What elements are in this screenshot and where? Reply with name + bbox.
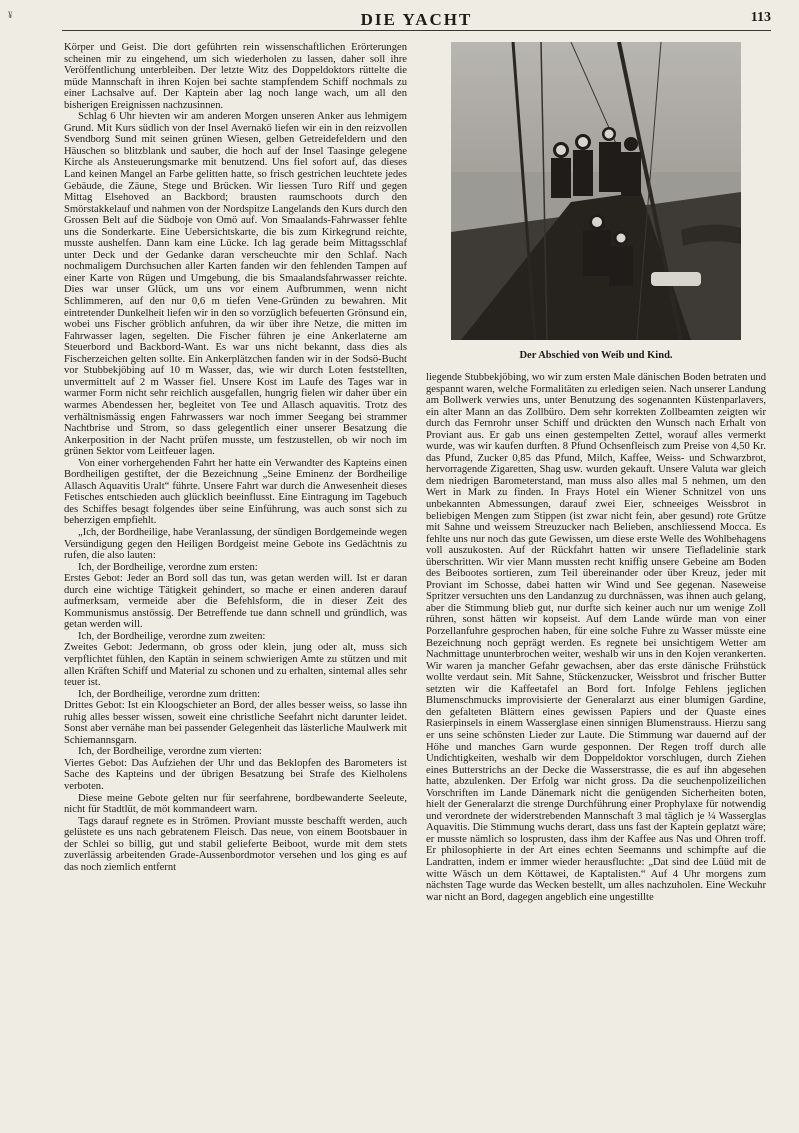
running-title: DIE YACHT bbox=[360, 10, 473, 29]
page-number: 113 bbox=[750, 10, 771, 25]
decree-line: Ich, der Bordheilige, verordne zum vierten: bbox=[78, 746, 262, 758]
commandment: Zweites Gebot: Jedermann, ob gross oder klein, jung oder alt, muss sich verpflichtet fühlen, den Kaptän in seinem schwierigen Amte zu stützen und mit allen Kräften Schiff und Material zu schonen und zu erhalten, sintemal alles sehr teuer ist. bbox=[64, 642, 407, 689]
paragraph: Tags darauf regnete es in Strömen. Proviant musste beschafft werden, auch gelüstete es uns nach gebratenem Fleisch. Das neue, von einem Bootsbauer in der Schlei so billig, gut und stabil gelieferte Beiboot, wurde mit dem stets zuverlässig arbeitenden Grade-Aussenbordmotor versehen und los ging es auf das noch ziemlich entfernt bbox=[64, 815, 407, 873]
commandment: Drittes Gebot: Ist ein Kloogschieter an Bord, der alles besser weiss, so lasse ihn ruhig alles besser wissen, soweit eine christliche Seefahrt nicht darunter leidet. Sonst aber vernähe man bei passender Gelegenheit das lästerliche Maulwerk mit Schiemannsgarn. bbox=[64, 700, 407, 746]
decree-line: Ich, der Bordheilige, verordne zum ersten: bbox=[78, 561, 258, 573]
paragraph: Von einer vorhergehenden Fahrt her hatte ein Verwandter des Kapteins einen Bordheiligen gestiftet, der die Bezeichnung „Seine Eminenz der Bordheilige Allasch Aquavitis Uralt“ führte. Unsere Fahrt war durch die Anwesenheit dieses Fetisches entschieden auch glücklich beeinflusst. Eine Eintragung im Tagebuch des Schiffes besagt folgendes über seine Einführung, was auch sonst sich zu beherzigen empfiehlt. bbox=[64, 457, 407, 527]
paragraph: liegende Stubbekjöbing, wo wir zum ersten Male dänischen Boden betraten und gespannt waren, welche Formalitäten zu erledigen seien. Nach unserer Landung am Bollwerk verwies uns, unter Benutzung des sogenannten Küstenparlavers, ein alter Mann an das Zollbüro. Dem sehr korrekten Zollbeamten zeigten wir durch das Fernrohr unser Schiff und drückten den Wunsch nach Erhalt von Proviant aus. Er gab uns einen gestempelten Zettel, worauf alles vermerkt wurde, was wir kaufen durften. 8 Pfund Ochsenfleisch zum Preise von 4,50 Kr. das Pfund, Zucker 0,85 das Pfund, Milch, Kaffee, Weiss- und Schwarzbrot, hervorragende Zigaretten, Shag usw. wurden gekauft. Unsere Valuta war gleich dem niedrigen Barometerstand, man muss also alles mal 5 nehmen, um den Wert in Mark zu finden. In Frays Hotel ein Wiener Schnitzel von uns unbekannten Abmessungen, darauf zwei Eier, schneeiges Weissbrot in beliebigen Mengen zum Stippen (ist zwar nicht fein, aber gesund) rote Grütze mit Sahne und weissem Streuzucker nach Belieben, anschliessend Mocca. Es fehlte uns nur noch das gute Gewissen, um diese erste Welle des Wohlbehagens voll auszukosten. Auf der Rückfahrt hatten wir unsere Tiefladelinie stark überschritten. Wir vier Mann mussten recht kniffig unsere Gebeine am Boden des Beibootes sortieren, zum Teil übereinander oder über Kreuz, jeder mit Proviant im Schosse, dabei hatten wir Wind und See gegenan. Naseweise Spritzer versuchten uns den Landanzug zu durchnässen, was ihnen auch gelang, aber die Stimmung blieb gut, nur durfte sich keiner auch nur um wenige Zoll rühren, sonst hätten wir kopseist. Auf dem Lande würde man von einer Porzellanfuhre gesprochen haben, für eine solche Fuhre zu Wasser müsste eine Bezeichnung noch geprägt werden. Es regnete bei unsichtigem Wetter am Nachmittage ununterbrochen weiter, weshalb wir uns in den Kojen verankerten. Wir waren ja mancher Gefahr gewachsen, aber das erste dänische Frühstück wollte verdaut sein. Mit Sahne, Stückenzucker, Weissbrot und frischer Butter setzten wir die Kaffeetafel an Bord fort. Infolge Fehlens jeglichen Blumenschmucks improvisierte der Generalarzt aus einer blumigen Gardine, den gefalteten Blättern eines gewissen Papiers und der Quaste eines Rasierpinsels in einem Wasserglase einen sinnigen Blumenstrauss. Hierzu sang er uns seine schönsten Lieder zur Laute. Die Stimmung war dauernd auf der Höhe und manches Garn wurde gesponnen. Der Regen troff durch alle Undichtigkeiten, weshalb wir dem Doppeldoktor vorschlugen, durch Ziehen eines Butterstrichs an der Decke die Wasserstrasse, die es auf ihn abgesehen hatte, abzulenken. Der Erfolg war nicht gross. Da die seuchenpolizeilichen Vorschriften im Lande Dänemark nicht die genügenden Sicherheiten boten, hielt der Generalarzt die strenge Durchführung einer Prophylaxe für notwendig und verordnete der widerstrebenden Mannschaft 3 mal täglich je ¼ Wasserglas Aquavitis. Die Stimmung wuchs derart, dass uns fast der Kaptein geplatzt wäre; er musste nämlich so losprusten, dass ihm der Kaffee aus Nas und Ohren troff. Er philosophierte in der Art eines echten Seemanns und schimpfte auf die Landratten, indem er immer wieder herausfluchte: „Dat sind dee Lüüd mit de witte Wäsch un dem Köttawei, de Kaptalisten.“ Auf 4 Uhr morgens zum nächsten Tage wurde das Wecken bestellt, um alles nachzuholen. Eine Weckuhr war nicht an Bord, dagegen angeblich eine ungestillte bbox=[426, 372, 766, 903]
right-column bbox=[426, 372, 766, 1112]
commandment: Erstes Gebot: Jeder an Bord soll das tun, was getan werden will. Ist er daran durch eine wichtige Tätigkeit gehindert, so mache er einen anderen darauf aufmerksam, vermeide aber die Befehlsform, die in dieser Zeit des Kommunismus anstössig. Der Betreffende tue dann schnell und gründlich, was getan werden will. bbox=[64, 573, 407, 631]
figure-caption: Der Abschied von Weib und Kind. bbox=[519, 350, 673, 361]
commandment: Viertes Gebot: Das Aufziehen der Uhr und das Beklopfen des Barometers ist Sache des Kapteins und der übrigen Besatzung bei Strafe des Kielholens verboten. bbox=[64, 757, 407, 792]
paragraph: Schlag 6 Uhr hievten wir am anderen Morgen unseren Anker aus lehmigem Grund. Mit Kurs südlich von der Insel Avernakö liefen wir ein in den reizvollen Svendborg Sund mit seinen grünen Wiesen, gelben Getreidefeldern und den Häuschen so blitzblank und sauber, die hoch auf der Insel Taasinge gelegene Kirche als Ansteuerungsmarke mit benutzend. Uns fiel sofort auf, das dieses Land keinen Mangel an Farbe gelitten hatte, so frisch gestrichen leuchtete jedes Gebäude, die Zäune, Stege und Brücken. Wir liessen Turo Riff und gegen Mittag Elsehoved an Backbord; brausten raumschoots durch den Smörstakkelauf und nahmen von der Nordspitze Langelands den Kurs durch den Grossen Belt auf die Südboje von Omö auf. Von Smaalands-Fahrwasser fehlte uns die Sonderkarte. Eine Uebersichtskarte, die bis zum Kirkegrund reichte, musste aushelfen. Dann kam eine Lücke. Ich lag gerade beim Mittagsschlaf unter Deck und der Gedanke daran verscheuchte mir den Schlaf. Nach nochmaligem Durchsuchen aller Karten fanden wir den fehlenden Tampen auf einer Karte von Rügen und Umgebung, die bis Smaalandsfahrwasser reichte. Dies war unser Glück, um uns vor einem Aufbrummen, wenn nicht Schlimmeren, auf den nur 0,6 m tiefen Vene-Gründen zu bewahren. Mit eintretender Dunkelheit liefen wir in den so vorzüglich befeuerten Grönsund ein, wobei uns Fischer gröblich anfuhren, da wir über ihre Netze, die mitten im Fahrwasser lagen, segelten. Die Fischer führen je eine Ankerlaterne am Steuerbord und Backbord-Want. Es war uns nicht bekannt, dass dies als Fischerzeichen gelten sollte. Ein Ankerplätzchen fanden wir in der Sodsö-Bucht vor Stubbekjöbing auf 10 m Wasser, das, wie wir durch Loten feststellten, unvermittelt auf 2 m Wasser fiel. Unsere Kost im Laufe des Tages war in warmer Form nicht sehr reichlich ausgefallen, hungrig fielen wir daher über ein warmes Abendessen her, begleitet von Tee und Allasch aquavitis. Trotz des verhältnismässig engen Fahrwassers war noch immer Seegang bei strammer Nachtbrise und Strom, so dass gelegentlich einer unserer Besatzung die Ankerposition in der Nacht prüfen musste, um festzustellen, ob wir noch im grünen Sektor vom Leitfeuer lagen. bbox=[64, 111, 407, 458]
paragraph: Diese meine Gebote gelten nur für seerfahrene, bordbewanderte Seeleute, nicht für Stadtlüt, de möt kommandeert warn. bbox=[64, 792, 407, 816]
photograph bbox=[451, 42, 741, 340]
paragraph: Körper und Geist. Die dort geführten rein wissenschaftlichen Erörterungen scheinen mir zu eingehend, um sich wiederholen zu lassen, daher soll ihre Veröffentlichung unterbleiben. Der letzte Witz des Doppeldoktors rüttelte die müde Mannschaft in ihren Kojen bei sachte stampfendem Schiff nochmals zu einer Lachsalve auf. Der Kaptein aber lag noch lange wach, um all den bisherigen Ereignissen nachzusinnen. bbox=[64, 42, 407, 111]
corner-mark: ¥ bbox=[8, 10, 13, 20]
page-header bbox=[62, 8, 771, 31]
paragraph: „Ich, der Bordheilige, habe Veranlassung, der sündigen Bordgemeinde wegen Versündigung gegen den Heiligen Bordgeist meine Gebote ins Gedächtnis zu rufen, die also lauten: bbox=[64, 526, 407, 562]
photo-illustration bbox=[451, 42, 741, 340]
decree-line: Ich, der Bordheilige, verordne zum zweiten: bbox=[78, 630, 266, 642]
left-column bbox=[64, 42, 407, 1110]
decree-line: Ich, der Bordheilige, verordne zum dritten: bbox=[78, 688, 261, 700]
